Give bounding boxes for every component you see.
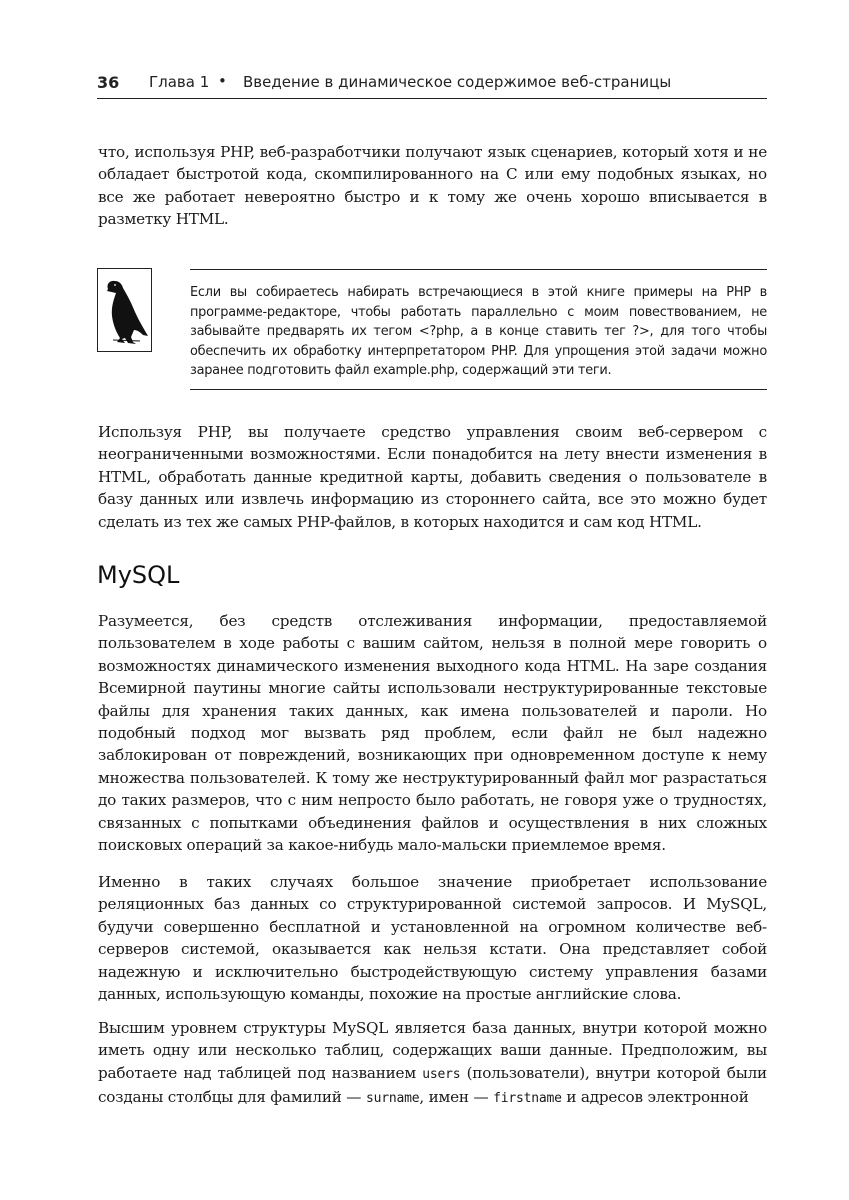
- page-number: 36: [97, 73, 120, 92]
- section-title-mysql: MySQL: [97, 561, 180, 589]
- text-run: и адресов электронной: [561, 1088, 749, 1107]
- crow-icon: [97, 268, 152, 352]
- paragraph-mysql-relational: Именно в таких случаях большое значение приобретает использование реляционных баз данных со структурированной системой запросов. И MySQL, будучи совершенно бесплатной и установленной на огромном количестве веб-серверов системой, оказывается как нельзя кстати. Она представляет собой надежную и исключительно быстродействующую систему управления базами данных, использующую команды, похожие на простые английские слова.: [98, 873, 767, 1004]
- note-text: Если вы собираетесь набирать встречающиеся в этой книге примеры на PHP в программе-редакторе, чтобы работать параллельно с моим повествованием, не забывайте предварять их тегом <?php, а в конце ставить тег ?>, для того чтобы обеспечить их обработку интерпретатором PHP. Для упрощения этой задачи можно заранее подготовить файл example.php, содержащий эти теги.: [190, 285, 767, 378]
- header-separator: •: [218, 72, 227, 90]
- chapter-title: Введение в динамическое содержимое веб-страницы: [243, 73, 672, 91]
- paragraph-mysql-history: Разумеется, без средств отслеживания информации, предоставляемой пользователем в ходе работы с вашим сайтом, нельзя в полной мере говорить о возможностях динамического изменения выходного кода HTML. На заре создания Всемирной паутины многие сайты использовали неструктурированные текстовые файлы для хранения таких данных, как имена пользователей и пароли. Но подобный подход мог вызвать ряд проблем, если файл не был надежно заблокирован от повреждений, возникающих при одновременном доступе к нему множества пользователей. К тому же неструктурированный файл мог разрастаться до таких размеров, что с ним непросто было работать, не говоря уже о трудностях, связанных с попытками объединения файлов и осуществления в них сложных поисковых операций за какое-нибудь мало-мальски приемлемое время.: [98, 612, 767, 855]
- code-surname: surname: [365, 1091, 420, 1107]
- text-run: Высшим уровнем структуры MySQL является база данных, внутри которой можно иметь одну или несколько таблиц, содержащих ваши данные. Предположим, вы работаете над таблицей под названием: [98, 1019, 767, 1082]
- note-bottom-rule: [190, 389, 767, 390]
- chapter-label: Глава 1: [149, 73, 210, 91]
- paragraph-php-capabilities: Используя PHP, вы получаете средство управления своим веб-сервером с неограниченными возможностями. Если понадобится на лету внести изменения в HTML, обработать данные кредитной карты, добавить сведения о пользователе в базу данных или извлечь информацию из стороннего сайта, все это можно будет сделать из тех же самых PHP-файлов, в которых находится и сам код HTML.: [98, 423, 767, 531]
- paragraph-mysql-structure: [98, 1017, 767, 1111]
- running-header: [97, 70, 767, 99]
- code-firstname: firstname: [493, 1091, 562, 1107]
- code-users: users: [422, 1066, 461, 1082]
- text-run: , имен —: [419, 1088, 494, 1107]
- text-run: (пользователи), внутри которой были созданы столбцы для фамилий —: [98, 1063, 767, 1107]
- note-top-rule: [190, 269, 767, 270]
- paragraph-php-intro: что, используя PHP, веб-разработчики получают язык сценариев, который хотя и не обладает быстротой кода, скомпилированного на C или ему подобных языках, но все же работает невероятно быстро и к тому же очень хорошо вписывается в разметку HTML.: [98, 143, 767, 229]
